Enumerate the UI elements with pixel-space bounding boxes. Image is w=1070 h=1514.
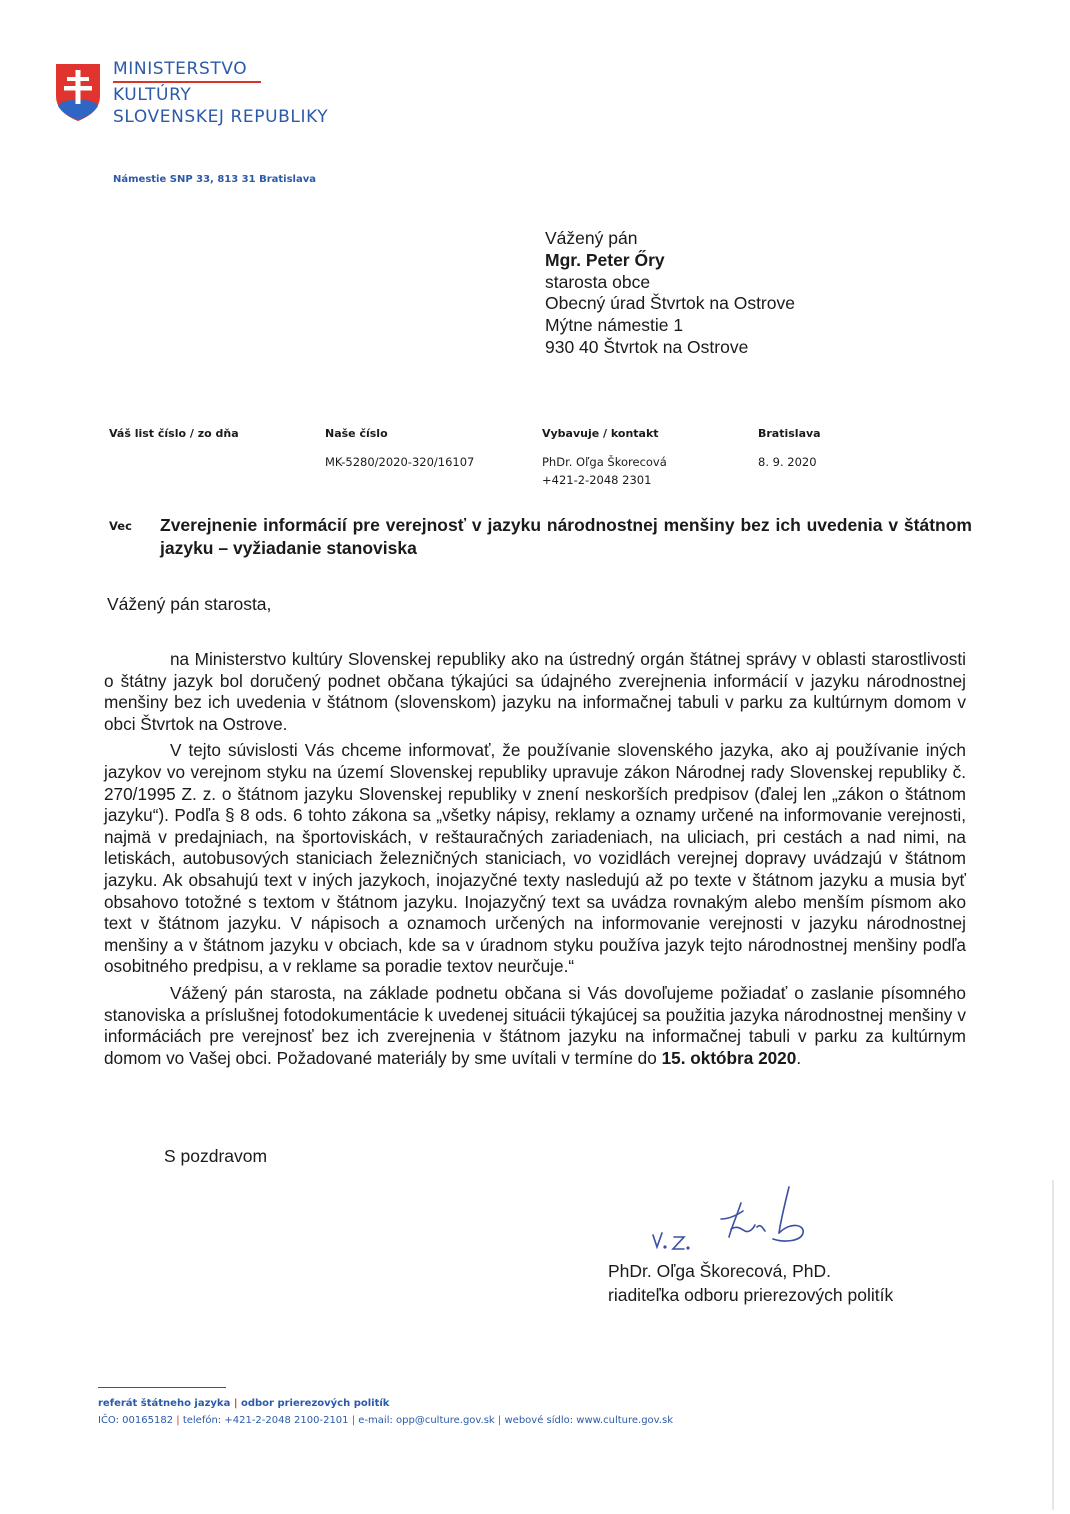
footer-departments xyxy=(98,1398,389,1409)
deadline-date: 15. októbra 2020 xyxy=(661,1047,797,1068)
recipient-name: Mgr. Peter Őry xyxy=(545,249,665,270)
ref-contact-name: PhDr. Oľga Škorecová xyxy=(542,455,667,469)
recipient-street: Mýtne námestie 1 xyxy=(545,315,684,336)
scan-edge xyxy=(1052,1180,1054,1510)
footer-rule xyxy=(98,1387,226,1388)
footer-contacts xyxy=(98,1415,673,1426)
signer-block xyxy=(608,1259,893,1307)
ref-contact xyxy=(542,425,667,489)
ref-place-date xyxy=(758,425,821,471)
footer-web[interactable]: webové sídlo: www.culture.gov.sk xyxy=(504,1415,673,1426)
subject-text: Zverejnenie informácií pre verejnosť v jazyku národnostnej menšiny bez ich uvedenia v štátnom jazyku – vyžiadanie stanoviska xyxy=(160,515,972,558)
recipient-city: 930 40 Štvrtok na Ostrove xyxy=(545,336,749,357)
ministry-logo-text xyxy=(113,58,328,128)
ref-your-letter-label: Váš list číslo / zo dňa xyxy=(109,427,239,440)
ref-date: 8. 9. 2020 xyxy=(758,455,817,469)
paragraph-1: na Ministerstvo kultúry Slovenskej republiky ako na ústredný orgán štátnej správy v oblasti starostlivosti o štátny jazyk bol doručený podnet občana týkajúci sa údajného zverejnenia informácií v jazyku národnostnej menšiny bez ich uvedenia v štátnom (slovenskom) jazyku na informačnej tabuli v parku za kultúrnym domom v obci Štvrtok na Ostrove. xyxy=(104,649,966,734)
ministry-line3: SLOVENSKEJ REPUBLIKY xyxy=(113,107,329,127)
paragraph-2: V tejto súvislosti Vás chceme informovať, že používanie slovenského jazyka, ako aj používanie iných jazykov vo verejnom styku na území Slovenskej republiky upravuje zákon Národnej rady Slovenskej republiky č. 270/1995 Z. z. o štátnom jazyku Slovenskej republiky v znení neskorších predpisov (ďalej len „zákon o štátnom jazyku“). Podľa § 8 ods. 6 tohto zákona sa „všetky nápisy, reklamy a oznamy určené na informovanie verejnosti, najmä v predajniach, na športoviskách, v reštauračných zariadeniach, na uliciach, pri cestách a nad nimi, na letiskách, autobusových staniciach železničných staniciach, vo vozidlách verejnej dopravy uvádzajú v štátnom jazyku. Ak obsahujú text v iných jazykoch, inojazyčné texty nasledujú až po texte v štátnom jazyku a musia byť obsahovo totožné s textom v štátnom jazyku. Inojazyčný text sa uvádza rovnakým alebo menším písmom ako text v štátnom jazyku. V nápisoch a oznamoch určených na informovanie verejnosti v jazyku národnostnej menšiny a v štátnom jazyku v obciach, kde sa v úradnom styku používa jazyk tejto národnostnej menšiny podľa osobitného predpisu, a v reklame sa poradie textov neurčuje.“ xyxy=(104,740,966,977)
footer-separator: | xyxy=(233,1398,238,1409)
logo-red-rule xyxy=(113,81,261,83)
ref-our-number xyxy=(325,425,474,471)
slovak-coat-of-arms-icon xyxy=(54,62,102,122)
footer-email[interactable]: e-mail: opp@culture.gov.sk xyxy=(358,1415,495,1426)
ref-place-label: Bratislava xyxy=(758,427,821,440)
ref-our-number-label: Naše číslo xyxy=(325,427,388,440)
recipient-office: Obecný úrad Štvrtok na Ostrove xyxy=(545,293,795,314)
recipient-greeting: Vážený pán xyxy=(545,228,638,248)
signer-title: riaditeľka odboru prierezových politík xyxy=(608,1285,894,1305)
closing: S pozdravom xyxy=(164,1146,268,1166)
deadline-suffix: . xyxy=(796,1047,802,1068)
ref-contact-phone: +421-2-2048 2301 xyxy=(542,473,652,487)
salutation: Vážený pán starosta, xyxy=(107,594,272,614)
subject-label: Vec xyxy=(109,519,132,533)
handwritten-signature xyxy=(645,1185,815,1260)
signer-name: PhDr. Oľga Škorecová, PhD. xyxy=(608,1261,831,1281)
footer-separator: | xyxy=(497,1415,502,1426)
recipient-address xyxy=(545,228,795,359)
ref-your-letter xyxy=(109,425,239,443)
footer-ico: IČO: 00165182 xyxy=(98,1415,174,1426)
paragraph-3 xyxy=(104,983,966,1069)
ref-contact-label: Vybavuje / kontakt xyxy=(542,427,659,440)
footer-phone: telefón: +421-2-2048 2100-2101 xyxy=(182,1415,349,1426)
footer-dept1: referát štátneho jazyka xyxy=(98,1398,231,1409)
letter-body xyxy=(104,649,966,1069)
recipient-role: starosta obce xyxy=(545,271,651,292)
ministry-line2: KULTÚRY xyxy=(113,85,192,105)
footer-dept2: odbor prierezových politík xyxy=(240,1398,390,1409)
ref-our-number-value: MK-5280/2020-320/16107 xyxy=(325,455,475,469)
ministry-line1: MINISTERSTVO xyxy=(113,59,248,79)
footer-separator: | xyxy=(351,1415,356,1426)
paragraph-3-text: Vážený pán starosta, na základe podnetu občana si Vás dovoľujeme požiadať o zaslanie písomného stanoviska a príslušnej fotodokumentácie k uvedenej situácii týkajúcej sa použitia jazyka národnostnej menšiny v informáciách pre verejnosť bez ich zverejnenia v štátnom jazyku na informačnej tabuli v parku za kultúrnym domom vo Vašej obci. Požadované materiály by sme uvítali v termíne do xyxy=(104,982,966,1068)
sender-address: Námestie SNP 33, 813 31 Bratislava xyxy=(113,174,316,185)
footer-separator: | xyxy=(176,1415,180,1426)
